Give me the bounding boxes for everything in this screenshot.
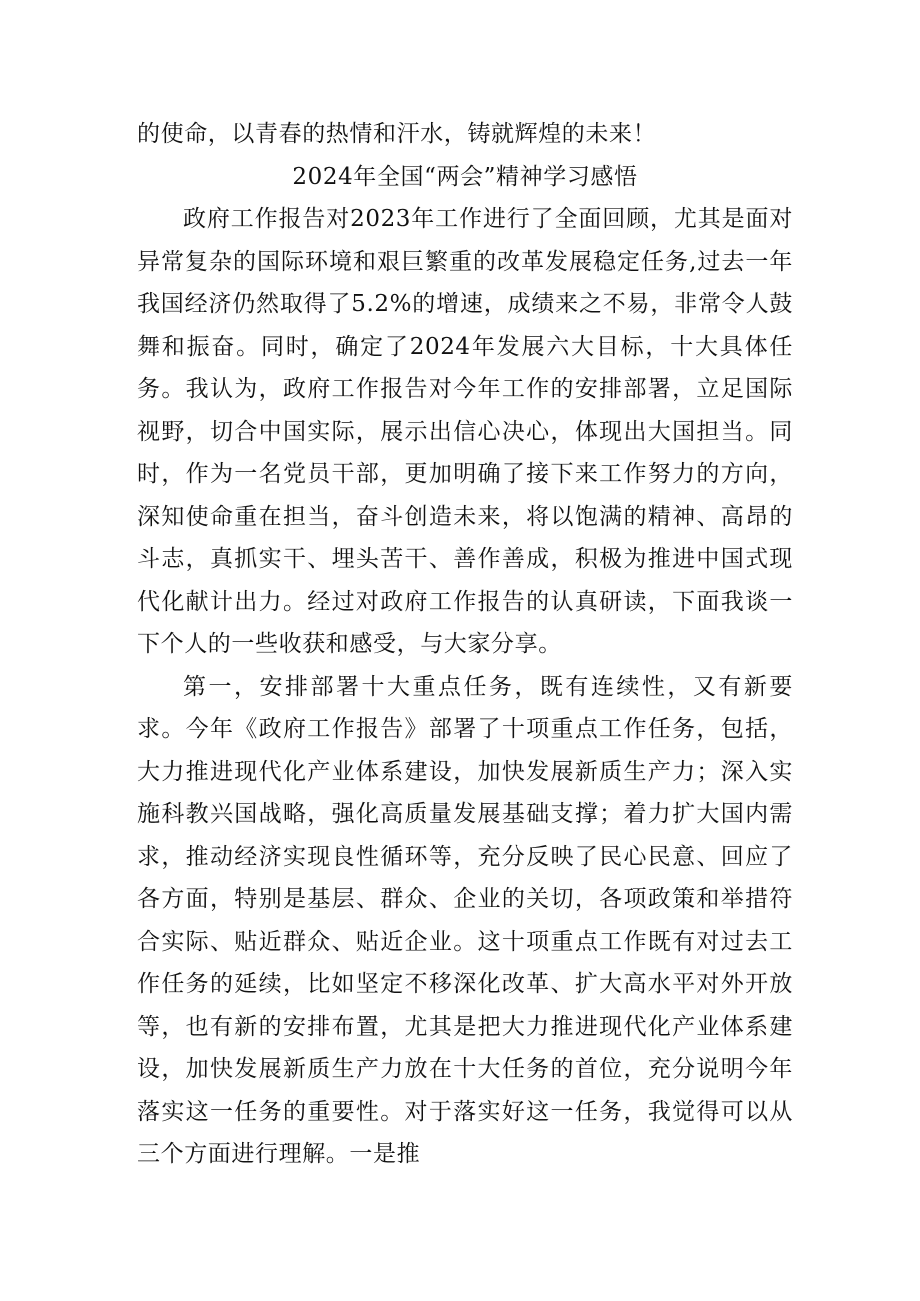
continued-line: 的使命，以青春的热情和汗水，铸就辉煌的未来！ (137, 121, 657, 147)
article-title: 2024年全国“两会”精神学习感悟 (292, 163, 638, 190)
document-body (137, 113, 793, 1176)
paragraph-first-point: 第一，安排部署十大重点任务，既有连续性，又有新要求。今年《政府工作报告》部署了十项重点工作任务，包括，大力推进现代化产业体系建设，加快发展新质生产力；深入实施科教兴国战略，强化高质量发展基础支撑；着力扩大国内需求，推动经济实现良性循环等，充分反映了民心民意、回应了各方面，特别是基层、群众、企业的关切，各项政策和举措符合实际、贴近群众、贴近企业。这十项重点工作既有对过去工作任务的延续，比如坚定不移深化改革、扩大高水平对外开放等，也有新的安排布置，尤其是把大力推进现代化产业体系建设，加快发展新质生产力放在十大任务的首位，充分说明今年落实这一任务的重要性。对于落实好这一任务，我觉得可以从三个方面进行理解。一是推 (137, 673, 793, 1167)
paragraph-intro: 政府工作报告对2023年工作进行了全面回顾，尤其是面对异常复杂的国际环境和艰巨繁重的改革发展稳定任务,过去一年我国经济仍然取得了5.2%的增速，成绩来之不易，非常令人鼓舞和振奋。同时，确定了2024年发展六大目标，十大具体任务。我认为，政府工作报告对今年工作的安排部署，立足国际视野，切合中国实际，展示出信心决心，体现出大国担当。同时，作为一名党员干部，更加明确了接下来工作努力的方向，深知使命重在担当，奋斗创造未来，将以饱满的精神、高昂的斗志，真抓实干、埋头苦干、善作善成，积极为推进中国式现代化献计出力。经过对政府工作报告的认真研读，下面我谈一下个人的一些收获和感受，与大家分享。 (137, 206, 793, 657)
